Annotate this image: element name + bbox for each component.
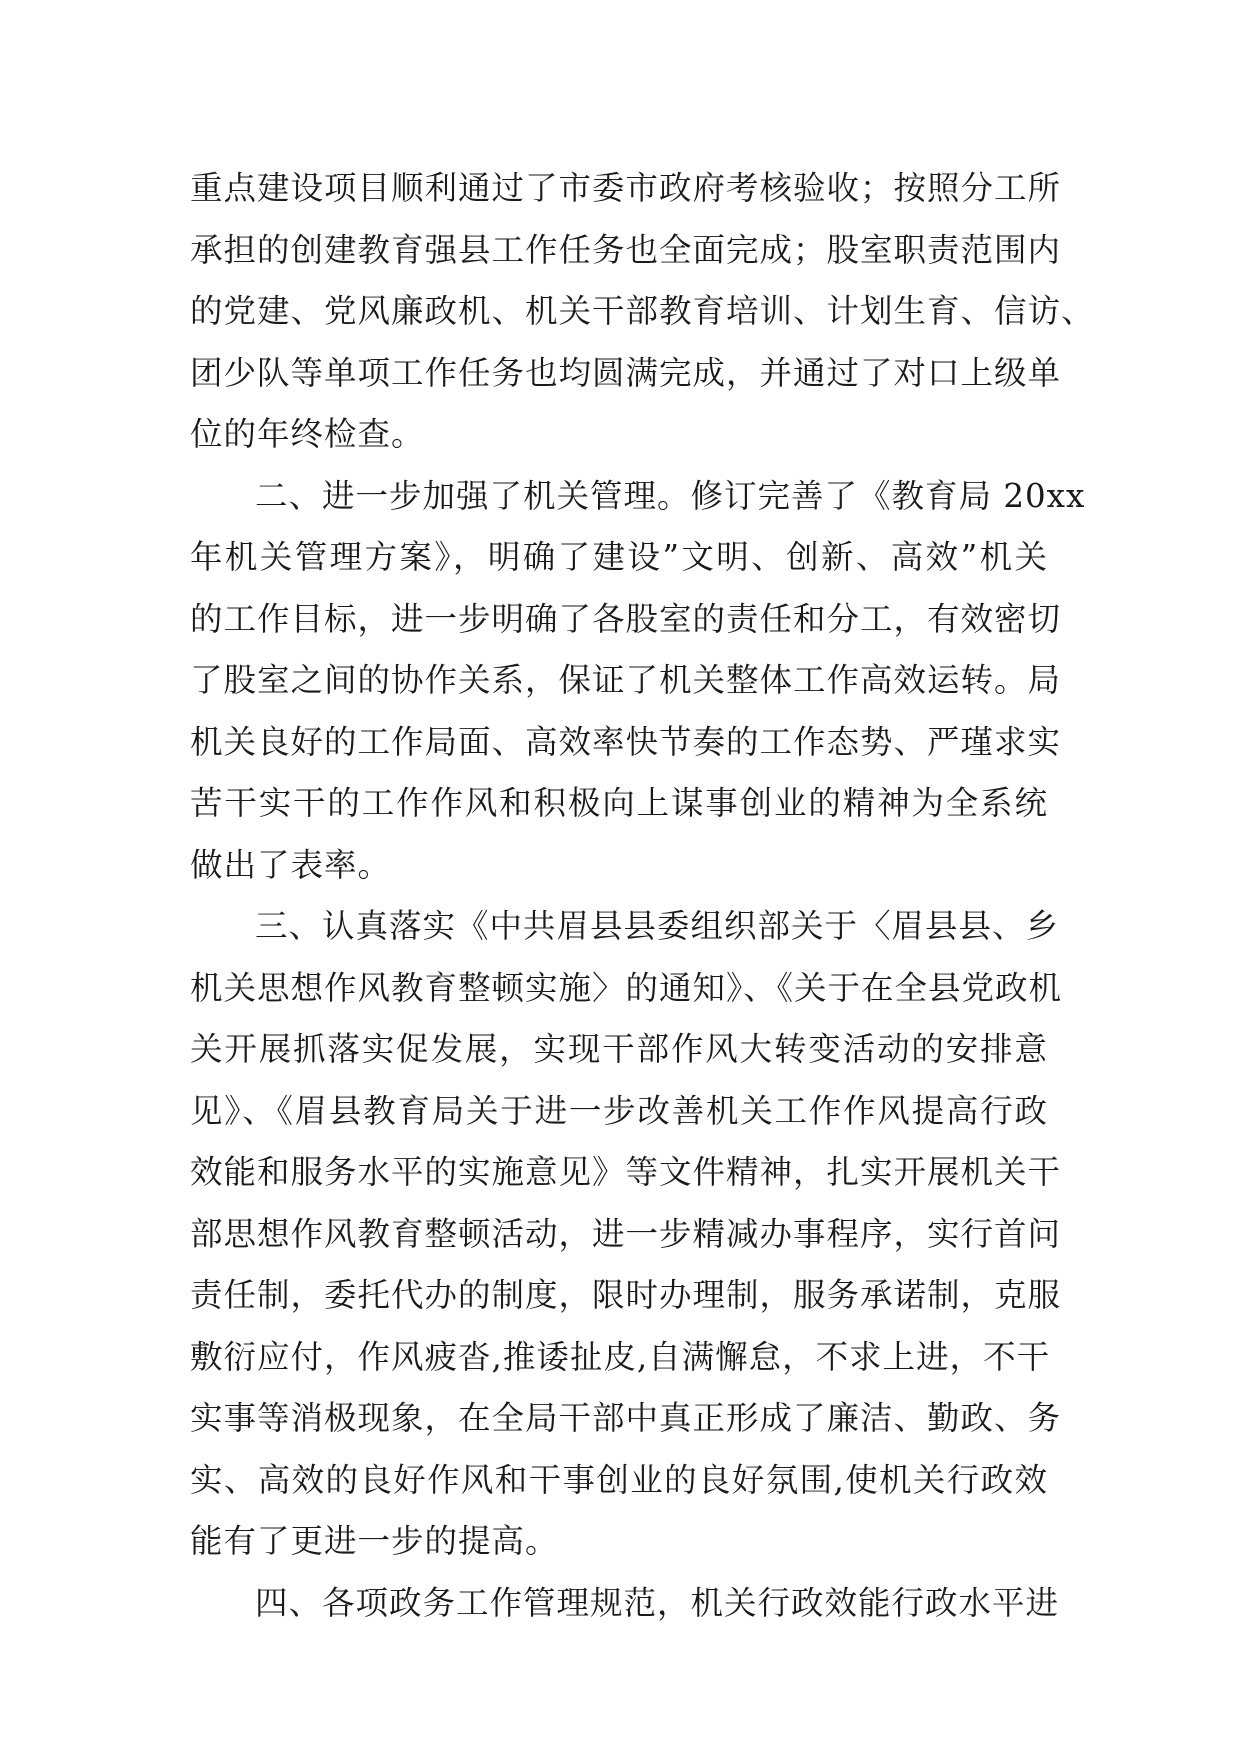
text-line: 苦干实干的工作作风和积极向上谋事创业的精神为全系统 — [190, 784, 1048, 822]
text-line: 团少队等单项工作任务也均圆满完成，并通过了对口上级单 — [190, 353, 1062, 392]
text-line: 三、认真落实《中共眉县县委组织部关于〈眉县县、乡 — [255, 907, 1060, 945]
document-page — [190, 158, 1095, 1634]
text-line: 位的年终检查。 — [190, 415, 425, 453]
text-line: 敷衍应付，作风疲沓,推诿扯皮,自满懈怠，不求上进，不干 — [190, 1337, 1051, 1376]
text-line: 重点建设项目顺利通过了市委市政府考核验收；按照分工所 — [190, 169, 1062, 207]
text-line: 部思想作风教育整顿活动，进一步精减办事程序，实行首问 — [190, 1214, 1062, 1253]
text-line: 的党建、党风廉政机、机关干部教育培训、计划生育、信访、 — [190, 292, 1095, 330]
text-line: 见》、《眉县教育局关于进一步改善机关工作作风提高行政 — [190, 1091, 1048, 1130]
text-line: 实、高效的良好作风和干事创业的良好氛围,使机关行政效 — [190, 1460, 1048, 1499]
text-line: 四、各项政务工作管理规范，机关行政效能行政水平进 — [255, 1583, 1060, 1622]
text-line: 年机关管理方案》，明确了建设”文明、创新、高效”机关 — [190, 538, 1048, 576]
text-line: 关开展抓落实促发展，实现干部作风大转变活动的安排意 — [190, 1030, 1048, 1068]
text-line: 了股室之间的协作关系，保证了机关整体工作高效运转。局 — [190, 661, 1062, 699]
text-line: 承担的创建教育强县工作任务也全面完成；股室职责范围内 — [190, 230, 1062, 269]
paragraph-4 — [190, 1573, 1060, 1635]
paragraph-2 — [190, 466, 1086, 897]
text-line: 机关思想作风教育整顿实施〉的通知》、《关于在全县党政机 — [190, 968, 1063, 1007]
text-line: 效能和服务水平的实施意见》等文件精神，扎实开展机关干 — [190, 1153, 1062, 1191]
text-line: 做出了表率。 — [190, 845, 392, 884]
text-line: 的工作目标，进一步明确了各股室的责任和分工，有效密切 — [190, 599, 1062, 638]
paragraph-1 — [190, 158, 1095, 466]
text-line: 能有了更进一步的提高。 — [190, 1522, 559, 1560]
text-line: 二、进一步加强了机关管理。修订完善了《教育局 20xx — [255, 476, 1086, 515]
text-line: 实事等消极现象，在全局干部中真正形成了廉洁、勤政、务 — [190, 1399, 1062, 1437]
paragraph-3 — [190, 896, 1063, 1573]
text-line: 责任制，委托代办的制度，限时办理制，服务承诺制，克服 — [190, 1276, 1062, 1314]
text-line: 机关良好的工作局面、高效率快节奏的工作态势、严瑾求实 — [190, 722, 1062, 761]
